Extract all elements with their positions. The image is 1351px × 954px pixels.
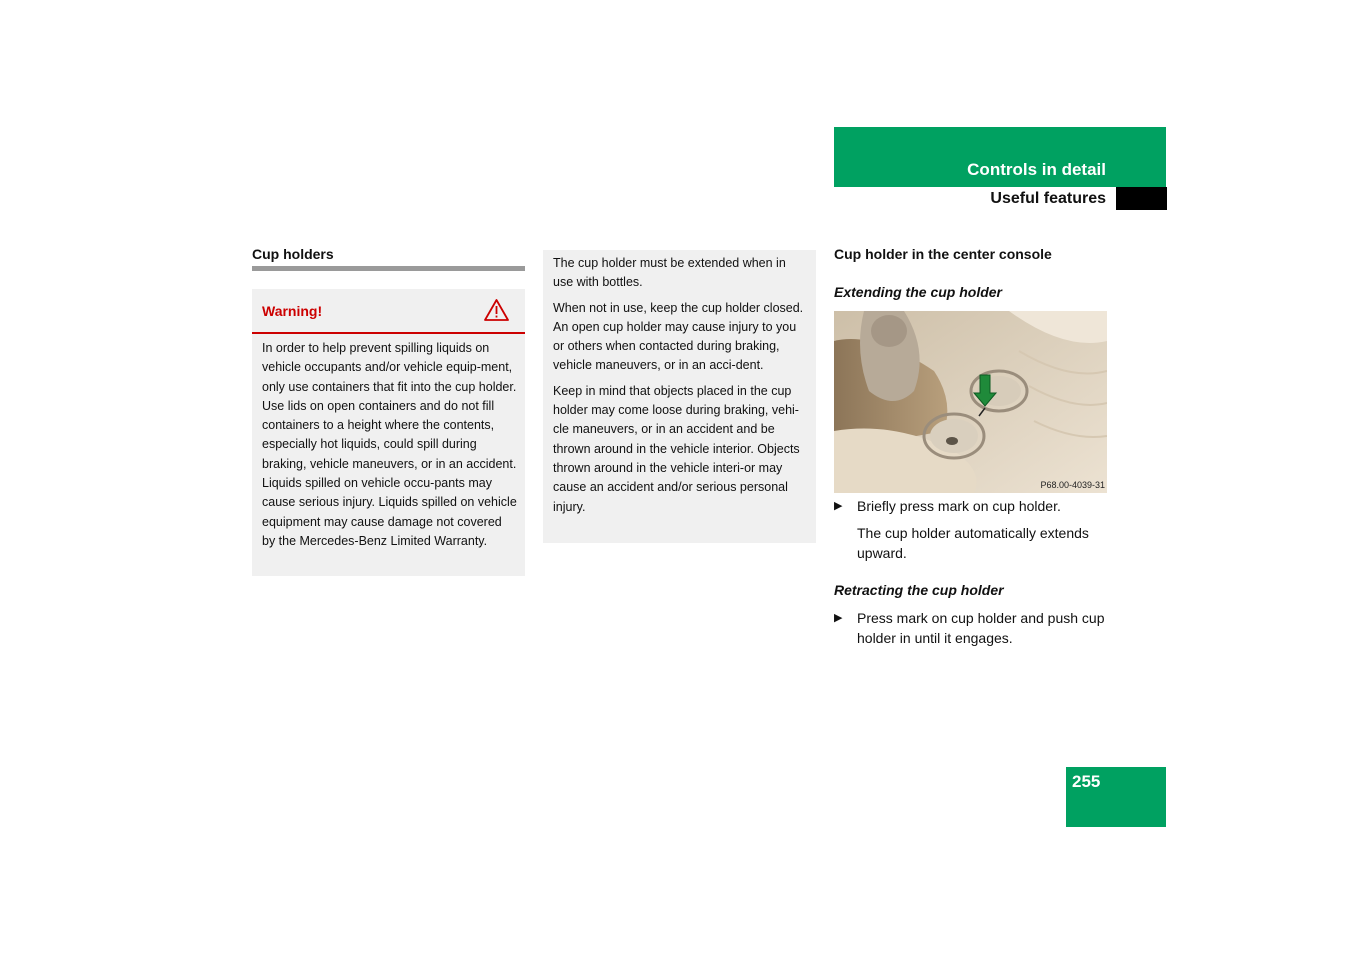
warning-title: Warning!: [262, 303, 323, 319]
subsection-title: Useful features: [990, 190, 1106, 207]
triangle-right-icon: ▶: [834, 500, 843, 512]
extending-subheading: Extending the cup holder: [834, 284, 1003, 300]
extend-step-text: Briefly press mark on cup holder.: [857, 498, 1061, 514]
section-title: Controls in detail: [967, 160, 1106, 179]
retracting-subheading: Retracting the cup holder: [834, 582, 1004, 598]
header-black-tab: [1116, 187, 1167, 210]
retract-step-text: Press mark on cup holder and push cup holder in until it engages.: [857, 610, 1105, 646]
note-paragraph: Keep in mind that objects placed in the cup holder may come loose during braking, vehi-cle maneuvers, or in an accident and be thrown around in the vehicle interior. Objects thrown around in the vehicle interi-or may cause an accident and/or serious personal injury.: [553, 383, 800, 514]
cup-holder-photo: [834, 311, 1107, 493]
warning-triangle-icon: [483, 298, 510, 322]
heading-rule: [252, 266, 525, 271]
note-paragraph: When not in use, keep the cup holder closed. An open cup holder may cause injury to you or others when contacted during braking, vehicle maneuvers, or in an acci-dent.: [553, 300, 804, 373]
note-paragraph: The cup holder must be extended when in use with bottles.: [553, 256, 786, 290]
extend-result: The cup holder automatically extends upward.: [857, 525, 1089, 561]
cup-holder-illustration: [834, 311, 1107, 493]
warning-rule: [252, 332, 525, 334]
note-text: [553, 254, 809, 523]
center-console-heading: Cup holder in the center console: [834, 246, 1052, 262]
image-code: P68.00-4039-31: [1040, 480, 1105, 490]
page-number: 255: [1072, 772, 1101, 791]
cup-holders-heading: Cup holders: [252, 246, 334, 262]
warning-text: In order to help prevent spilling liquids on vehicle occupants and/or vehicle equip-ment, only use containers that fit into the cup holder. Use lids on open containers and do not fill containers to a height where the contents, especially hot liquids, could spill during braking, vehicle maneuvers, or in an accident. Liquids spilled on vehicle occu-pants may cause serious injury. Liquids spilled on vehicle equipment may cause damage not covered by the Mercedes-Benz Limited Warranty.: [262, 341, 517, 548]
triangle-right-icon: ▶: [834, 612, 843, 624]
